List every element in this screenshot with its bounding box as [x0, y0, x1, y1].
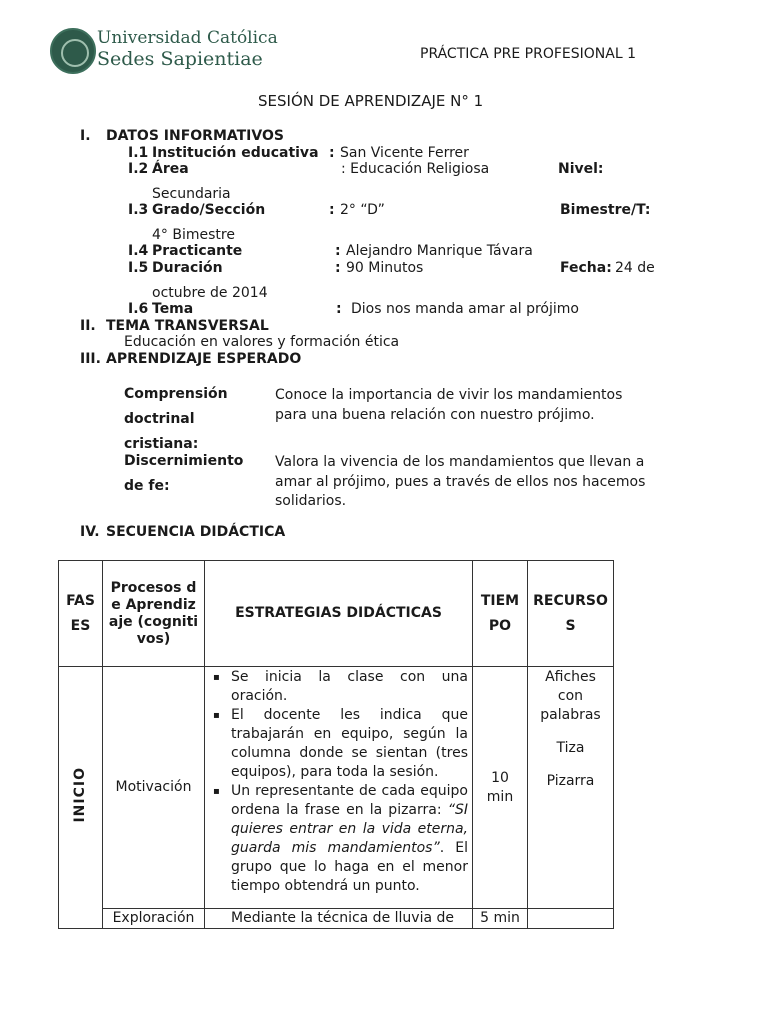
bullet-text: Un representante de cada equipo ordena la frase en la pizarra: [231, 783, 468, 818]
list-item: ▪ El docente les indica que trabajarán en equipo, según la columna donde se sientan (tres equipos), para toda la sesión. [231, 706, 468, 782]
item-label: Institución educativa [152, 145, 319, 161]
item-num: I.2 [128, 161, 149, 177]
section-title: SECUENCIA DIDÁCTICA [106, 524, 286, 540]
wrap-value: octubre de 2014 [152, 285, 268, 301]
competency-label: Comprensión [124, 386, 228, 402]
extra-label: Fecha: [560, 260, 612, 276]
item-num: I.6 [128, 301, 149, 317]
competency-label: cristiana: [124, 436, 199, 452]
university-seal-icon [50, 28, 96, 74]
colon: : [335, 243, 341, 259]
colon: : [329, 202, 335, 218]
item-num: I.3 [128, 202, 149, 218]
section-title: APRENDIZAJE ESPERADO [106, 351, 302, 367]
resource-item: Tiza [556, 740, 585, 756]
phase-label: INICIO [72, 766, 88, 823]
course-title: PRÁCTICA PRE PROFESIONAL 1 [420, 46, 636, 62]
university-name-line1: Universidad Católica [97, 28, 278, 48]
item-label: Área [152, 161, 189, 177]
header-estrategias: ESTRATEGIAS DIDÁCTICAS [205, 561, 473, 667]
item-value: 2° “D” [340, 202, 385, 218]
resources-cell [528, 667, 614, 909]
resource-item: Afiches con palabras [540, 669, 601, 723]
wrap-value: 4° Bimestre [152, 227, 235, 243]
time-cell: 10 min [473, 667, 528, 909]
header-procesos: Procesos de Aprendizaje (cognitivos) [103, 561, 205, 667]
section-num: I. [80, 128, 91, 144]
wrap-value: Secundaria [152, 186, 231, 202]
process-cell: Exploración [103, 909, 205, 929]
item-value: Dios nos manda amar al prójimo [351, 301, 579, 317]
header-tiempo: TIEMPO [473, 561, 528, 667]
list-item: ▪ Mediante la técnica de lluvia de [231, 909, 468, 928]
bullet-quote: “SI quieres entrar en la vida eterna, guarda mis mandamientos” [231, 802, 468, 856]
section-title: TEMA TRANSVERSAL [106, 318, 269, 334]
header-fases: FASES [59, 561, 103, 667]
item-value: San Vicente Ferrer [340, 145, 469, 161]
extra-label: Nivel: [558, 161, 604, 177]
didactic-sequence-table [58, 560, 614, 929]
item-label: Practicante [152, 243, 243, 259]
resource-item: Pizarra [546, 773, 595, 789]
competency-label: doctrinal [124, 411, 195, 427]
competency-text: Valora la vivencia de los mandamientos que llevan a amar al prójimo, pues a través de ellos nos hacemos solidarios. [275, 454, 646, 509]
item-value: Alejandro Manrique Távara [346, 243, 533, 259]
item-label: Grado/Sección [152, 202, 266, 218]
table-header-row [59, 561, 614, 667]
section-num: III. [80, 351, 101, 367]
extra-label: Bimestre/T: [560, 202, 651, 218]
strategies-cell [205, 667, 473, 909]
process-cell: Motivación [103, 667, 205, 909]
colon: : [336, 301, 342, 317]
section-num: IV. [80, 524, 100, 540]
extra-value: 24 de [615, 260, 655, 276]
section-num: II. [80, 318, 96, 334]
list-item [231, 782, 468, 896]
section-text: Educación en valores y formación ética [124, 334, 400, 350]
item-label: Duración [152, 260, 223, 276]
item-value: : Educación Religiosa [341, 161, 490, 177]
colon: : [329, 145, 335, 161]
university-name-line2: Sedes Sapientiae [97, 48, 263, 70]
header-recursos: RECURSOS [528, 561, 614, 667]
list-item: ▪ Se inicia la clase con una oración. [231, 668, 468, 706]
page-title: SESIÓN DE APRENDIZAJE N° 1 [258, 92, 484, 110]
item-num: I.4 [128, 243, 149, 259]
table-row [59, 909, 614, 929]
competency-label: Discernimiento [124, 453, 244, 469]
bullet-text: . El grupo que lo haga en el menor tiempo obtendrá un punto. [231, 840, 469, 894]
phase-cell [59, 667, 103, 929]
item-num: I.1 [128, 145, 149, 161]
item-label: Tema [152, 301, 194, 317]
strategies-cell [205, 909, 473, 929]
time-cell: 5 min [473, 909, 528, 929]
competency-text: Conoce la importancia de vivir los mandamientos para una buena relación con nuestro prójimo. [275, 387, 623, 423]
resources-cell [528, 909, 614, 929]
table-row [59, 667, 614, 909]
item-value: 90 Minutos [346, 260, 424, 276]
section-title: DATOS INFORMATIVOS [106, 128, 284, 144]
item-num: I.5 [128, 260, 149, 276]
competency-label: de fe: [124, 478, 170, 494]
colon: : [335, 260, 341, 276]
